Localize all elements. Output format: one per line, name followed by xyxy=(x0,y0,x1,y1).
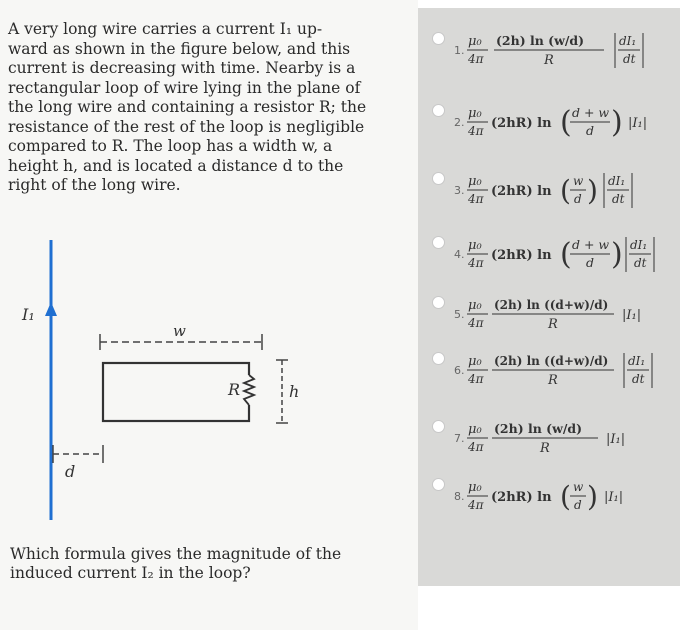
formula-main-denominator: R xyxy=(540,441,550,456)
formula-coefficient-numerator: μ₀ xyxy=(468,422,482,437)
question-line: ward as shown in the figure below, and this xyxy=(8,39,351,58)
formula-main-numerator: (2h) ln ((d+w)/d) xyxy=(494,298,609,312)
option-number: 4. xyxy=(454,248,465,261)
formula-trail: |I₁| xyxy=(628,116,648,131)
formula-coefficient-denominator: 4π xyxy=(468,52,484,66)
option-number: 7. xyxy=(454,432,465,445)
option-formula xyxy=(464,102,676,142)
question-line: compared to R. The loop has a width w, a xyxy=(8,137,333,155)
option-number: 1. xyxy=(454,44,465,57)
answer-option-7[interactable] xyxy=(432,418,676,458)
formula-paren-denominator: d xyxy=(574,192,582,206)
current-arrow-icon xyxy=(45,302,57,316)
question-line: A very long wire carries a current I₁ up- xyxy=(8,20,323,38)
question-line: height h, and is located a distance d to the xyxy=(8,156,344,175)
paren-close: ) xyxy=(611,105,623,140)
radio-button[interactable] xyxy=(432,420,445,433)
question-line: rectangular loop of wire lying in the plane of xyxy=(8,78,361,97)
radio-button[interactable] xyxy=(432,478,445,491)
option-formula xyxy=(464,418,676,458)
formula-coefficient-numerator: μ₀ xyxy=(468,238,482,253)
answer-option-5[interactable] xyxy=(432,294,676,334)
formula-main-numerator: (2h) ln (w/d) xyxy=(494,421,583,436)
resistor-label: R xyxy=(228,380,241,399)
formula-trail-numerator: dI₁ xyxy=(630,238,648,252)
option-number: 8. xyxy=(454,490,465,503)
paren-open: ( xyxy=(560,105,572,140)
formula-coefficient-denominator: 4π xyxy=(468,192,484,206)
formula-middle: (2hR) ln xyxy=(491,490,552,505)
formula-trail: |I₁| xyxy=(604,490,624,505)
formula-paren-numerator: w xyxy=(573,480,584,494)
formula-coefficient-numerator: μ₀ xyxy=(468,354,482,369)
answer-option-1[interactable] xyxy=(432,30,676,70)
formula-paren-denominator: d xyxy=(574,498,582,512)
prompt-line: induced current I₂ in the loop? xyxy=(10,564,251,582)
question-line: right of the long wire. xyxy=(8,176,181,194)
formula-middle: (2hR) ln xyxy=(491,184,552,199)
paren-open: ( xyxy=(560,174,571,207)
prompt-line: Which formula gives the magnitude of the xyxy=(10,545,342,563)
formula-paren-denominator: d xyxy=(586,255,595,270)
formula-trail-numerator: dI₁ xyxy=(628,354,646,368)
formula-main-denominator: R xyxy=(548,373,558,388)
formula-trail-denominator: dt xyxy=(612,192,625,206)
answer-option-2[interactable] xyxy=(432,102,676,142)
formula-trail: |I₁| xyxy=(606,432,626,447)
answer-option-6[interactable] xyxy=(432,350,676,390)
formula-middle: (2hR) ln xyxy=(491,248,552,263)
option-formula xyxy=(464,476,676,516)
radio-button[interactable] xyxy=(432,236,445,249)
formula-middle: (2hR) ln xyxy=(491,116,552,131)
formula-main-denominator: R xyxy=(548,317,558,332)
formula-coefficient-numerator: μ₀ xyxy=(468,106,482,121)
answer-area xyxy=(418,0,700,630)
option-number: 5. xyxy=(454,308,465,321)
height-label: h xyxy=(289,382,300,401)
paren-close: ) xyxy=(611,237,623,272)
formula-trail-numerator: dI₁ xyxy=(608,174,626,188)
question-line: resistance of the rest of the loop is negligible xyxy=(8,117,365,136)
question-text xyxy=(8,20,367,196)
formula-coefficient-numerator: μ₀ xyxy=(468,480,482,495)
formula-coefficient-numerator: μ₀ xyxy=(468,34,482,49)
paren-open: ( xyxy=(560,237,572,272)
circuit-figure xyxy=(0,230,418,530)
formula-paren-numerator: w xyxy=(573,174,584,188)
answer-options-panel xyxy=(418,8,680,586)
width-label: w xyxy=(173,322,186,340)
formula-coefficient-denominator: 4π xyxy=(468,124,484,138)
formula-trail-denominator: dt xyxy=(634,256,647,270)
option-formula xyxy=(464,30,676,70)
paren-open: ( xyxy=(560,480,571,513)
formula-paren-numerator: d + w xyxy=(572,105,610,120)
question-line: current is decreasing with time. Nearby is a xyxy=(8,59,356,77)
option-formula xyxy=(464,234,676,274)
option-formula xyxy=(464,350,676,390)
formula-coefficient-denominator: 4π xyxy=(468,498,484,512)
formula-coefficient-denominator: 4π xyxy=(468,440,484,454)
answer-option-3[interactable] xyxy=(432,170,676,210)
paren-close: ) xyxy=(587,174,598,207)
radio-button[interactable] xyxy=(432,296,445,309)
formula-trail: |I₁| xyxy=(622,308,642,323)
formula-paren-numerator: d + w xyxy=(572,237,610,252)
answer-option-8[interactable] xyxy=(432,476,676,516)
option-formula xyxy=(464,294,676,334)
formula-main-numerator: (2h) ln (w/d) xyxy=(496,33,585,48)
formula-trail-denominator: dt xyxy=(632,372,645,386)
formula-paren-denominator: d xyxy=(586,123,595,138)
option-number: 3. xyxy=(454,184,465,197)
formula-coefficient-denominator: 4π xyxy=(468,316,484,330)
question-line: the long wire and containing a resistor R; the xyxy=(8,98,367,116)
distance-label: d xyxy=(65,462,76,481)
formula-coefficient-numerator: μ₀ xyxy=(468,298,482,313)
option-number: 6. xyxy=(454,364,465,377)
radio-button[interactable] xyxy=(432,104,445,117)
paren-close: ) xyxy=(587,480,598,513)
formula-trail-denominator: dt xyxy=(623,52,636,66)
option-number: 2. xyxy=(454,116,465,129)
formula-main-numerator: (2h) ln ((d+w)/d) xyxy=(494,354,609,368)
formula-coefficient-denominator: 4π xyxy=(468,372,484,386)
current-label: I₁ xyxy=(22,305,35,324)
option-formula xyxy=(464,170,676,210)
question-prompt xyxy=(10,545,340,583)
radio-button[interactable] xyxy=(432,172,445,185)
radio-button[interactable] xyxy=(432,352,445,365)
formula-main-denominator: R xyxy=(544,53,554,68)
formula-trail-numerator: dI₁ xyxy=(619,34,637,48)
formula-coefficient-numerator: μ₀ xyxy=(468,174,482,189)
formula-coefficient-denominator: 4π xyxy=(468,256,484,270)
radio-button[interactable] xyxy=(432,32,445,45)
answer-option-4[interactable] xyxy=(432,234,676,274)
